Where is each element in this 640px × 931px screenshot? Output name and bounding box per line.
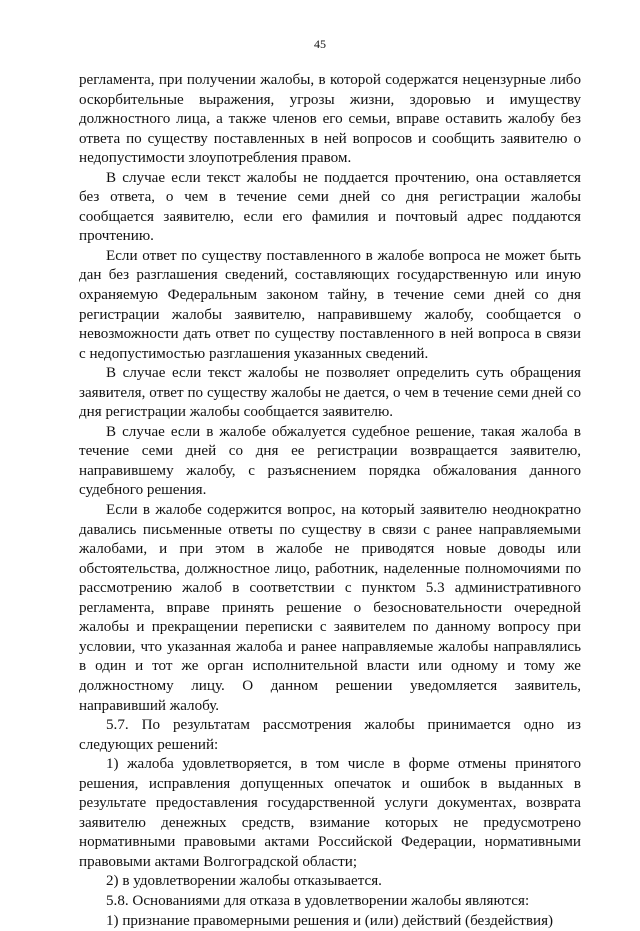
paragraph: В случае если текст жалобы не поддается прочтению, она оставляется без ответа, о чем в течение семи дней со дня регистрации жалобы сообщается заявителю, если его фамилия и почтовый адрес поддаются прочтению.	[79, 169, 581, 245]
paragraph: Если в жалобе содержится вопрос, на который заявителю неоднократно давались письменные ответы по существу в связи с ранее направляемыми жалобами, и при этом в жалобе не приводятся новые доводы или обстоятельства, должностное лицо, работник, наделенные полномочиями по рассмотрению жалоб в соответствии с пунктом 5.3 административного регламента, вправе принять решение о безосновательности очередной жалобы и прекращении переписки с заявителем по данному вопросу при условии, что указанная жалоба и ранее направляемые жалобы направлялись в один и тот же орган исполнительной власти или одному и тому же должностному лицу. О данном решении уведомляется заявитель, направивший жалобу.	[79, 502, 581, 714]
page-number: 45	[314, 37, 326, 51]
list-item-2: 2) в удовлетворении жалобы отказывается.	[106, 873, 382, 890]
list-item-1-partial: 1) признание правомерными решения и (или) действий (бездействия)	[106, 912, 554, 929]
paragraph: Если ответ по существу поставленного в жалобе вопроса не может быть дан без разглашения сведений, составляющих государственную или иную охраняемую Федеральным законом тайну, в течение семи дней со дня регистрации жалобы заявителю, направившему жалобу, сообщается о невозможности дать ответ по существу поставленного в ней вопроса в связи с недопустимостью разглашения указанных сведений.	[79, 247, 581, 362]
list-item-1: 1) жалоба удовлетворяется, в том числе в форме отмены принятого решения, исправления допущенных опечаток и ошибок в выданных в результате предоставления государственной услуги документах, возврата заявителю денежных средств, взимание которых не предусмотрено нормативными правовыми актами Российской Федерации, нормативными правовыми актами Волгоградской области;	[79, 756, 581, 870]
document-body	[79, 71, 581, 931]
paragraph: В случае если в жалобе обжалуется судебное решение, такая жалоба в течение семи дней со дня ее регистрации возвращается заявителю, направившему жалобу, с разъяснением порядка обжалования данного судебного решения.	[79, 423, 581, 499]
paragraph-continuation: регламента, при получении жалобы, в которой содержатся нецензурные либо оскорбительные выражения, угрозы жизни, здоровью и имуществу должностного лица, а также членов его семьи, вправе оставить жалобу без ответа по существу поставленных в ней вопросов и сообщить заявителю о недопустимости злоупотребления правом.	[79, 72, 581, 167]
section-5-7-paragraph: 5.7. По результатам рассмотрения жалобы принимается одно из следующих решений:	[79, 717, 581, 753]
paragraph: В случае если текст жалобы не позволяет определить суть обращения заявителя, ответ по существу жалобы не дается, о чем в течение семи дней со дня регистрации жалобы сообщается заявителю.	[79, 365, 581, 421]
section-5-8-paragraph: 5.8. Основаниями для отказа в удовлетворении жалобы являются:	[106, 892, 530, 909]
